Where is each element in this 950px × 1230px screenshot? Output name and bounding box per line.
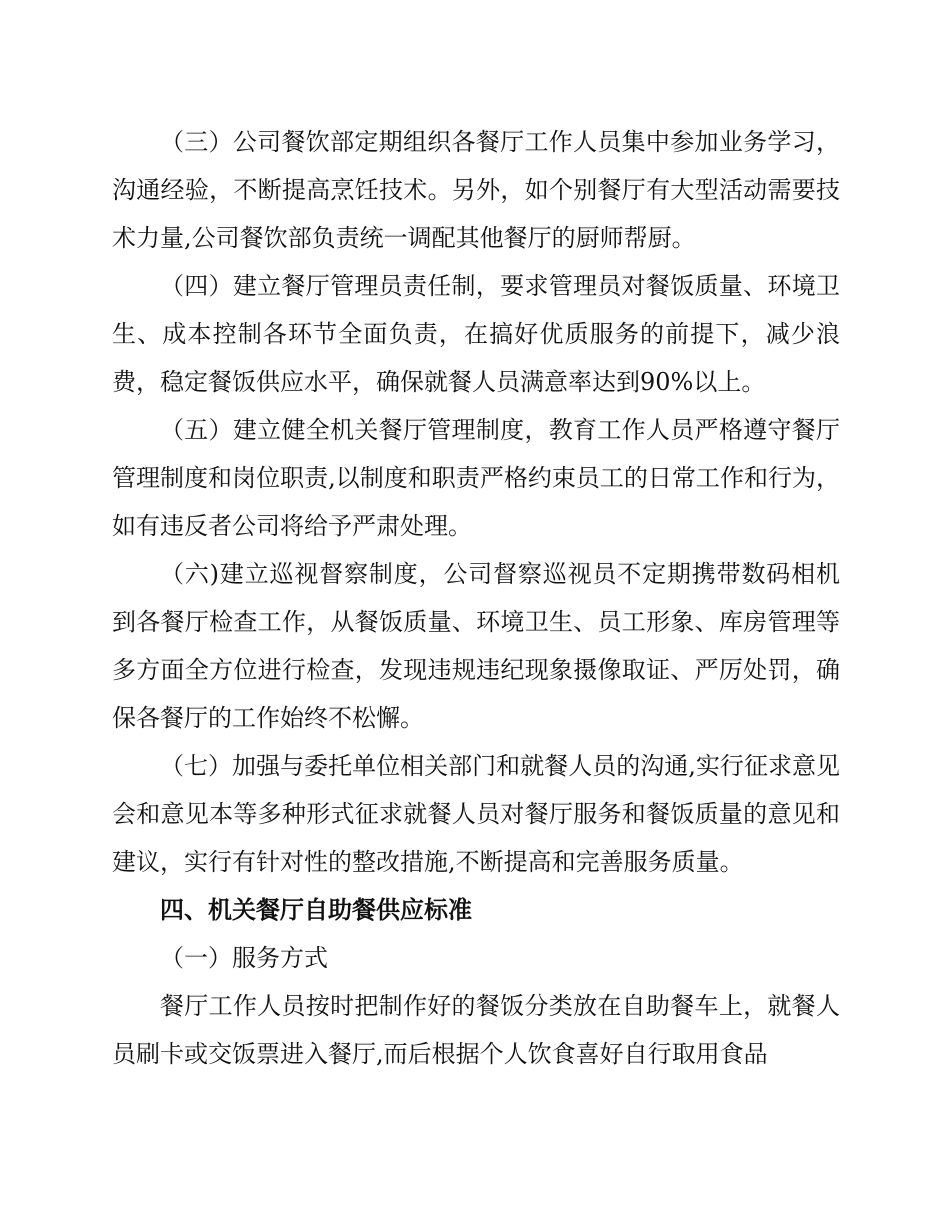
paragraph-three: （三）公司餐饮部定期组织各餐厅工作人员集中参加业务学习，沟通经验，不断提高烹饪技术。另外，如个别餐厅有大型活动需要技术力量,公司餐饮部负责统一调配其他餐厅的厨师帮厨。 xyxy=(112,128,840,252)
paragraph-service-method: 餐厅工作人员按时把制作好的餐饭分类放在自助餐车上，就餐人员刷卡或交饭票进入餐厅,而后根据个人饮食喜好自行取用食品 xyxy=(112,992,840,1068)
paragraph-five: （五）建立健全机关餐厅管理制度，教育工作人员严格遵守餐厅管理制度和岗位职责,以制度和职责严格约束员工的日常工作和行为，如有违反者公司将给予严肃处理。 xyxy=(112,416,840,540)
paragraph-six: （六)建立巡视督察制度，公司督察巡视员不定期携带数码相机到各餐厅检查工作，从餐饭质量、环境卫生、员工形象、库房管理等多方面全方位进行检查，发现违规违纪现象摄像取证、严厉处罚，确保各餐厅的工作始终不松懈。 xyxy=(112,560,840,732)
section-heading: 四、机关餐厅自助餐供应标准 xyxy=(160,896,472,924)
document-body xyxy=(112,118,840,1078)
subheading: （一）服务方式 xyxy=(160,944,328,972)
paragraph-four: （四）建立餐厅管理员责任制，要求管理员对餐饭质量、环境卫生、成本控制各环节全面负责，在搞好优质服务的前提下，减少浪费，稳定餐饭供应水平，确保就餐人员满意率达到90%以上。 xyxy=(112,272,840,396)
paragraph-seven: （七）加强与委托单位相关部门和就餐人员的沟通,实行征求意见会和意见本等多种形式征求就餐人员对餐厅服务和餐饭质量的意见和建议，实行有针对性的整改措施,不断提高和完善服务质量。 xyxy=(112,752,840,876)
